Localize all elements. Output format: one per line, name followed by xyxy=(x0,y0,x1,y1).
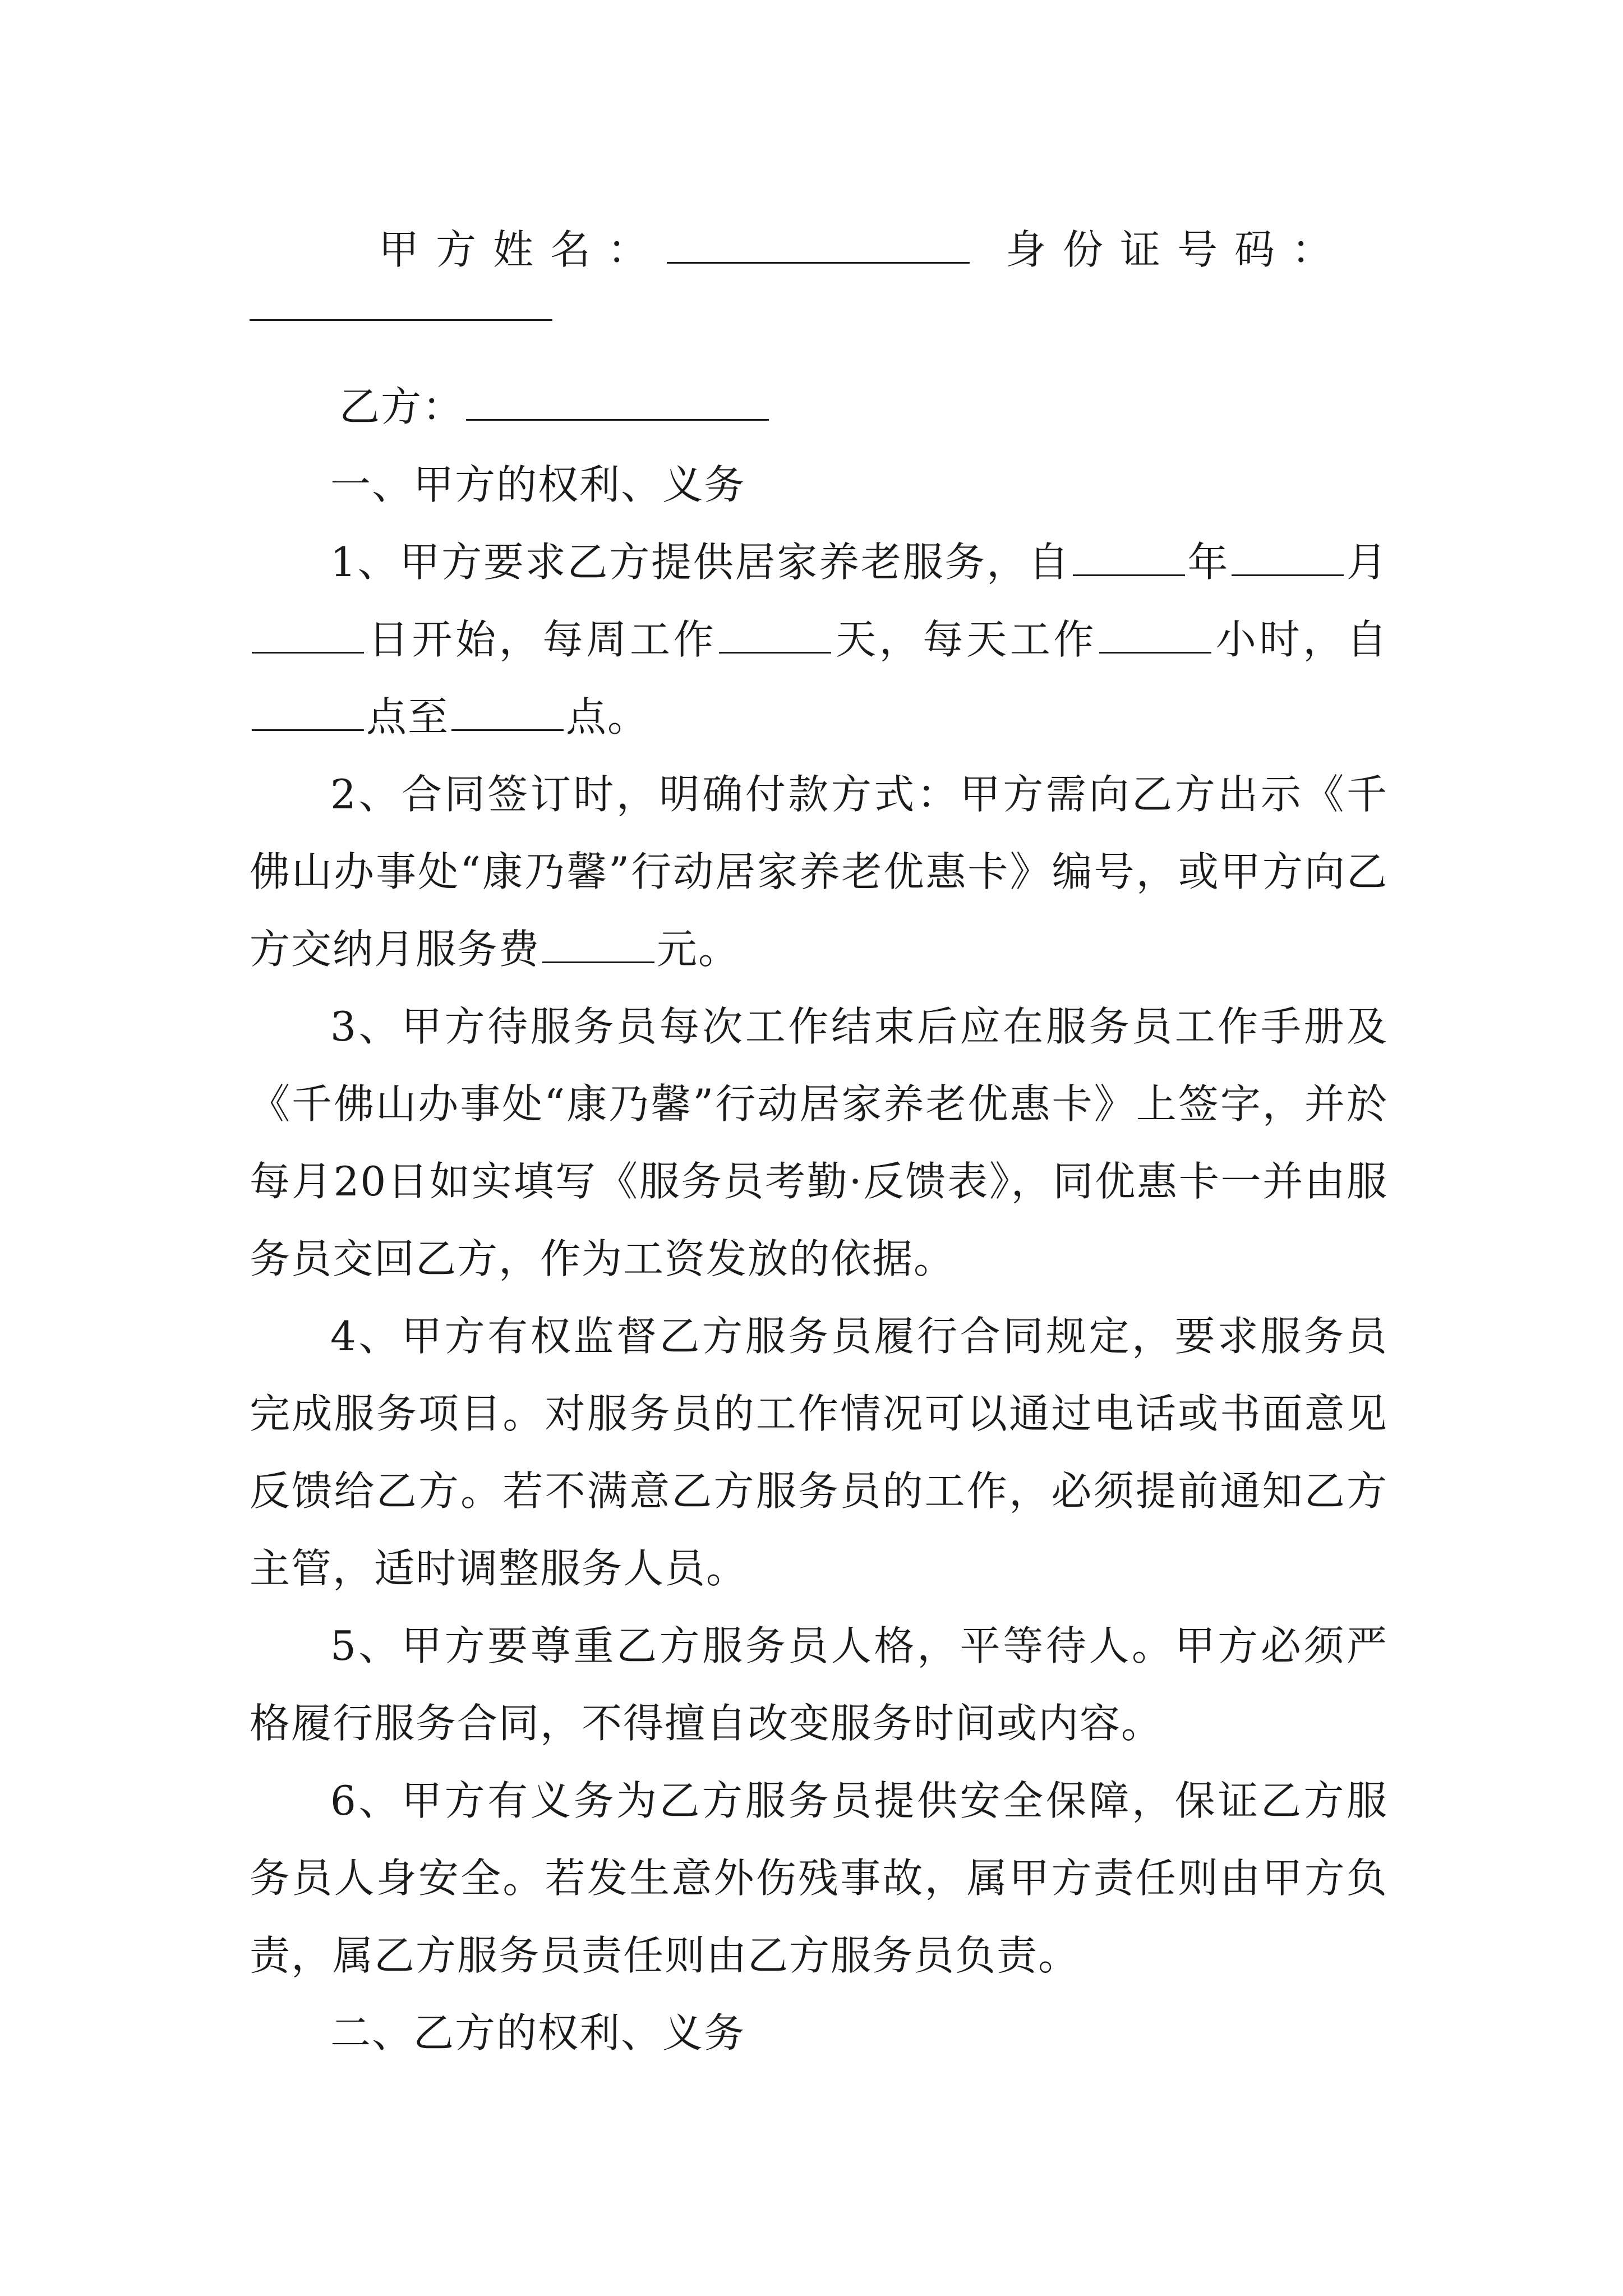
party-a-id-blank-line xyxy=(250,289,1388,367)
item1-to-label: 点至 xyxy=(366,693,450,740)
month-blank xyxy=(1232,538,1344,576)
section1-title: 一、甲方的权利、义务 xyxy=(330,461,746,508)
section1-item5: 5、甲方要尊重乙方服务员人格，平等待人。甲方必须严格履行服务合同，不得擅自改变服务时间或内容。 xyxy=(250,1622,1388,1747)
party-b-label: 乙方： xyxy=(339,383,464,430)
item1-text-start: 1、甲方要求乙方提供居家养老服务，自 xyxy=(330,539,1071,586)
party-a-name-blank xyxy=(667,226,970,264)
start-time-blank xyxy=(252,693,364,731)
party-a-id-label: 身份证号码： xyxy=(1006,226,1349,273)
contract-content xyxy=(250,210,1388,2072)
item1-days-label: 天，每天工作 xyxy=(833,616,1098,663)
section1-item1 xyxy=(250,523,1388,756)
item2-text: 2、合同签订时，明确付款方式：甲方需向乙方出示《千佛山办事处“康乃馨”行动居家养老优惠卡》编号，或甲方向乙方交纳月服务费 xyxy=(250,771,1388,973)
end-time-blank xyxy=(451,693,564,731)
item1-end-label: 点。 xyxy=(566,693,649,740)
item1-day-label: 日开始，每周工作 xyxy=(366,616,717,663)
party-b-blank xyxy=(466,383,769,421)
monthly-fee-blank xyxy=(542,925,654,963)
section1-item6: 6、甲方有义务为乙方服务员提供安全保障，保证乙方服务员人身安全。若发生意外伤残事故，属甲方责任则由甲方负责，属乙方服务员责任则由乙方服务员负责。 xyxy=(250,1777,1388,1979)
party-a-line xyxy=(250,210,1388,289)
section1-item3: 3、甲方待服务员每次工作结束后应在服务员工作手册及《千佛山办事处“康乃馨”行动居家养老优惠卡》上签字，并於每月20日如实填写《服务员考勤·反馈表》，同优惠卡一并由服务员交回乙方，作为工资发放的依据。 xyxy=(250,1003,1388,1282)
day-blank xyxy=(252,615,364,654)
section2-title: 二、乙方的权利、义务 xyxy=(330,2009,746,2056)
item1-hours-label: 小时，自 xyxy=(1214,616,1388,663)
item1-month-label: 月 xyxy=(1346,539,1388,586)
party-a-id-blank xyxy=(250,311,552,321)
hours-per-day-blank xyxy=(1099,615,1211,654)
section1-item2 xyxy=(250,756,1388,988)
item1-year-label: 年 xyxy=(1187,539,1230,586)
party-a-name-label: 甲方姓名： xyxy=(379,226,665,273)
section1-item4: 4、甲方有权监督乙方服务员履行合同规定，要求服务员完成服务项目。对服务员的工作情况可以通过电话或书面意见反馈给乙方。若不满意乙方服务员的工作，必须提前通知乙方主管，适时调整服务人员。 xyxy=(250,1313,1388,1592)
days-per-week-blank xyxy=(719,615,831,654)
party-b-line xyxy=(250,367,1388,446)
year-blank xyxy=(1073,538,1185,576)
item2-yuan-label: 元。 xyxy=(657,926,740,973)
